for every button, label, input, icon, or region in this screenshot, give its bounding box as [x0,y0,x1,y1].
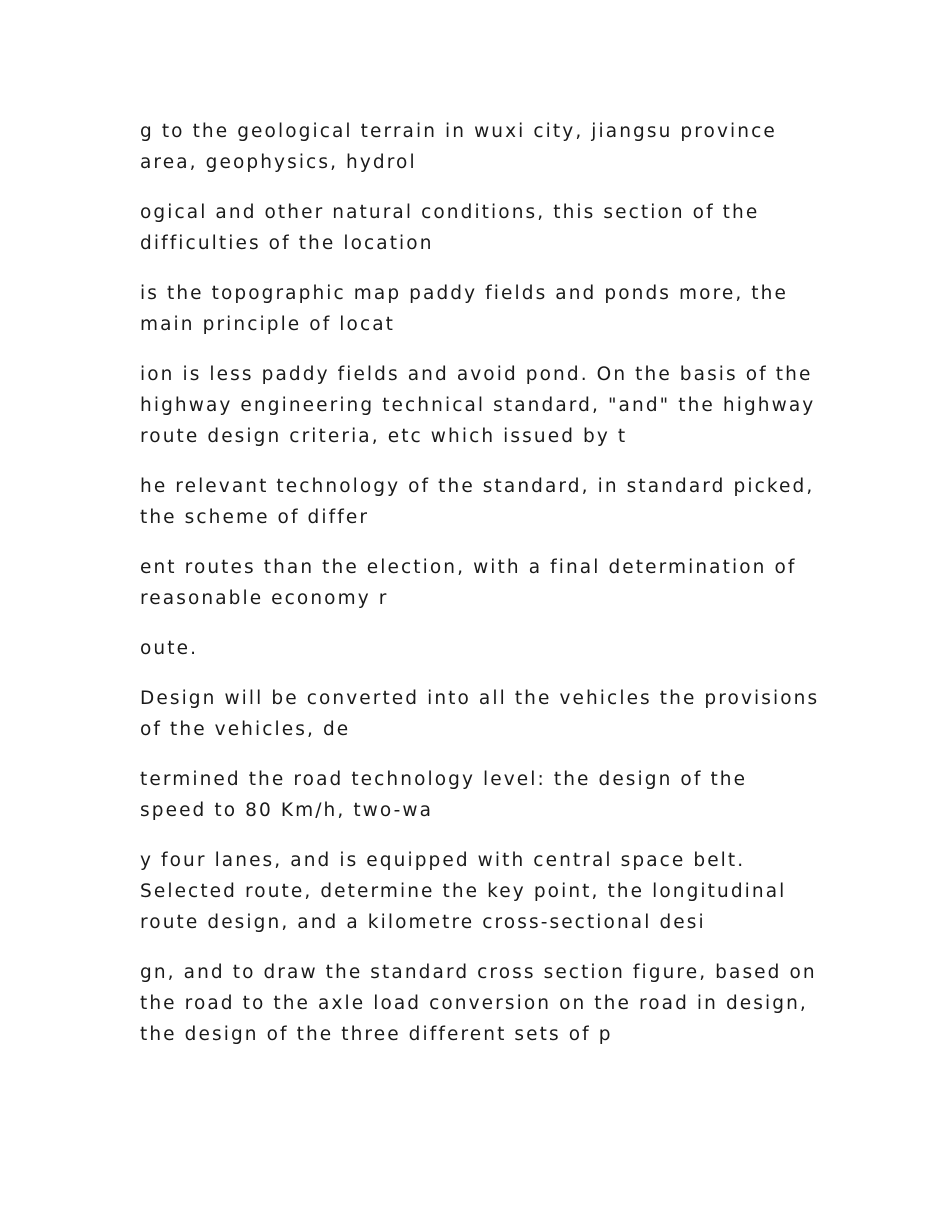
paragraph: g to the geological terrain in wuxi city, jiangsu province area, geophysics, hydrol [140,121,777,173]
paragraph: y four lanes, and is equipped with central space belt. Selected route, determine the key point, the longitudinal route design, and a kilometre cross-sectional desi [140,850,787,933]
paragraph: Design will be converted into all the vehicles the provisions of the vehicles, de [140,688,820,740]
paragraph: termined the road technology level: the design of the speed to 80 Km/h, two-wa [140,769,748,821]
paragraph: gn, and to draw the standard cross section figure, based on the road to the axle load conversion on the road in design, the design of the three different sets of p [140,962,817,1045]
paragraph: ion is less paddy fields and avoid pond. On the basis of the highway engineering technical standard, "and" the highway route design criteria, etc which issued by t [140,364,816,447]
paragraph: he relevant technology of the standard, in standard picked, the scheme of differ [140,476,815,528]
paragraph: ent routes than the election, with a final determination of reasonable economy r [140,557,797,609]
paragraph: oute. [140,638,199,659]
paragraph: is the topographic map paddy fields and ponds more, the main principle of locat [140,283,788,335]
document-body [140,116,820,1069]
paragraph: ogical and other natural conditions, this section of the difficulties of the location [140,202,760,254]
